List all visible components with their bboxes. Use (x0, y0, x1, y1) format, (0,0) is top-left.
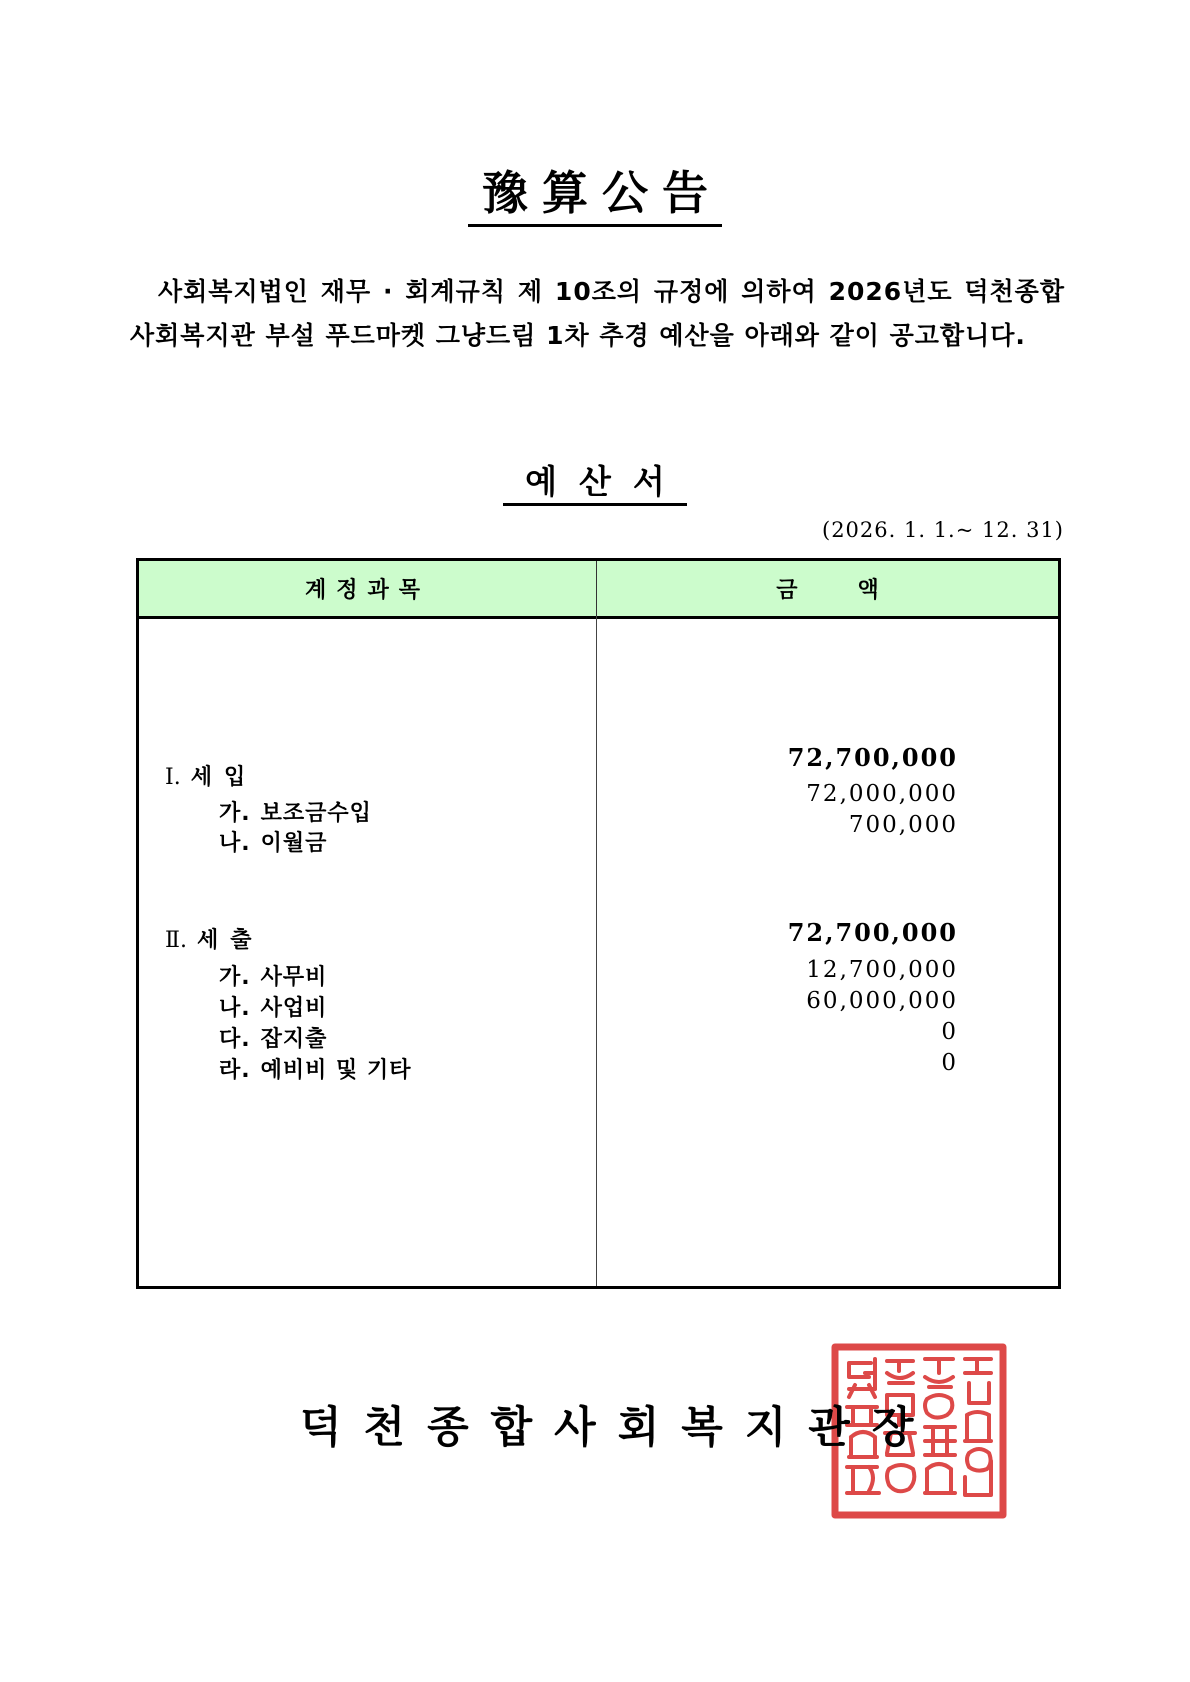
expenditure-total-amount: 72,700,000 (787, 918, 958, 947)
item-label: 사무비 (260, 965, 328, 990)
item-marker: 가. (219, 965, 251, 990)
section-name: 세입 (190, 765, 258, 790)
header-account: 계정과목 (139, 561, 597, 616)
item-marker: 나. (219, 996, 251, 1021)
item-amount: 0 (941, 1019, 958, 1045)
item-label: 예비비 및 기타 (260, 1058, 412, 1083)
budget-period: (2026. 1. 1.~ 12. 31) (822, 518, 1064, 542)
item-marker: 가. (219, 801, 251, 826)
table-header (139, 561, 1058, 619)
header-amount: 금액 (776, 578, 939, 603)
budget-table (136, 558, 1061, 1289)
item-marker: 나. (219, 831, 251, 856)
section-numeral: Ⅰ. (165, 765, 181, 790)
section-expenditure-label (165, 926, 263, 956)
section-revenue-label (165, 763, 257, 793)
item-amount: 700,000 (848, 812, 958, 838)
item-label: 보조금수입 (260, 801, 372, 826)
item-amount: 12,700,000 (806, 957, 958, 983)
column-divider (596, 616, 597, 1286)
item-amount: 60,000,000 (806, 988, 958, 1014)
table-row (219, 799, 372, 829)
item-amount: 72,000,000 (806, 781, 958, 807)
table-row (219, 994, 327, 1024)
document-title (0, 165, 1190, 221)
section-name: 세출 (196, 928, 264, 953)
item-label: 잡지출 (260, 1027, 328, 1052)
budget-subtitle-text: 예산서 (503, 462, 687, 506)
budget-subtitle (0, 462, 1190, 502)
signatory-name: 덕천종합사회복지관장 (300, 1403, 936, 1453)
table-row (219, 829, 327, 859)
item-label: 사업비 (260, 996, 328, 1021)
intro-paragraph: 사회복지법인 재무 · 회계규칙 제 10조의 규정에 의하여 2026년도 덕천종합사회복지관 부설 푸드마켓 그냥드림 1차 추경 예산을 아래와 같이 공고합니다. (130, 277, 1065, 350)
table-row (219, 1056, 411, 1086)
revenue-total-amount: 72,700,000 (787, 743, 958, 772)
item-amount: 0 (941, 1050, 958, 1076)
item-marker: 다. (219, 1027, 251, 1052)
table-row (219, 963, 327, 993)
item-label: 이월금 (260, 831, 328, 856)
section-numeral: Ⅱ. (165, 928, 187, 953)
document-title-text: 豫算公告 (468, 166, 722, 227)
table-row (219, 1025, 327, 1055)
item-marker: 라. (219, 1058, 251, 1083)
